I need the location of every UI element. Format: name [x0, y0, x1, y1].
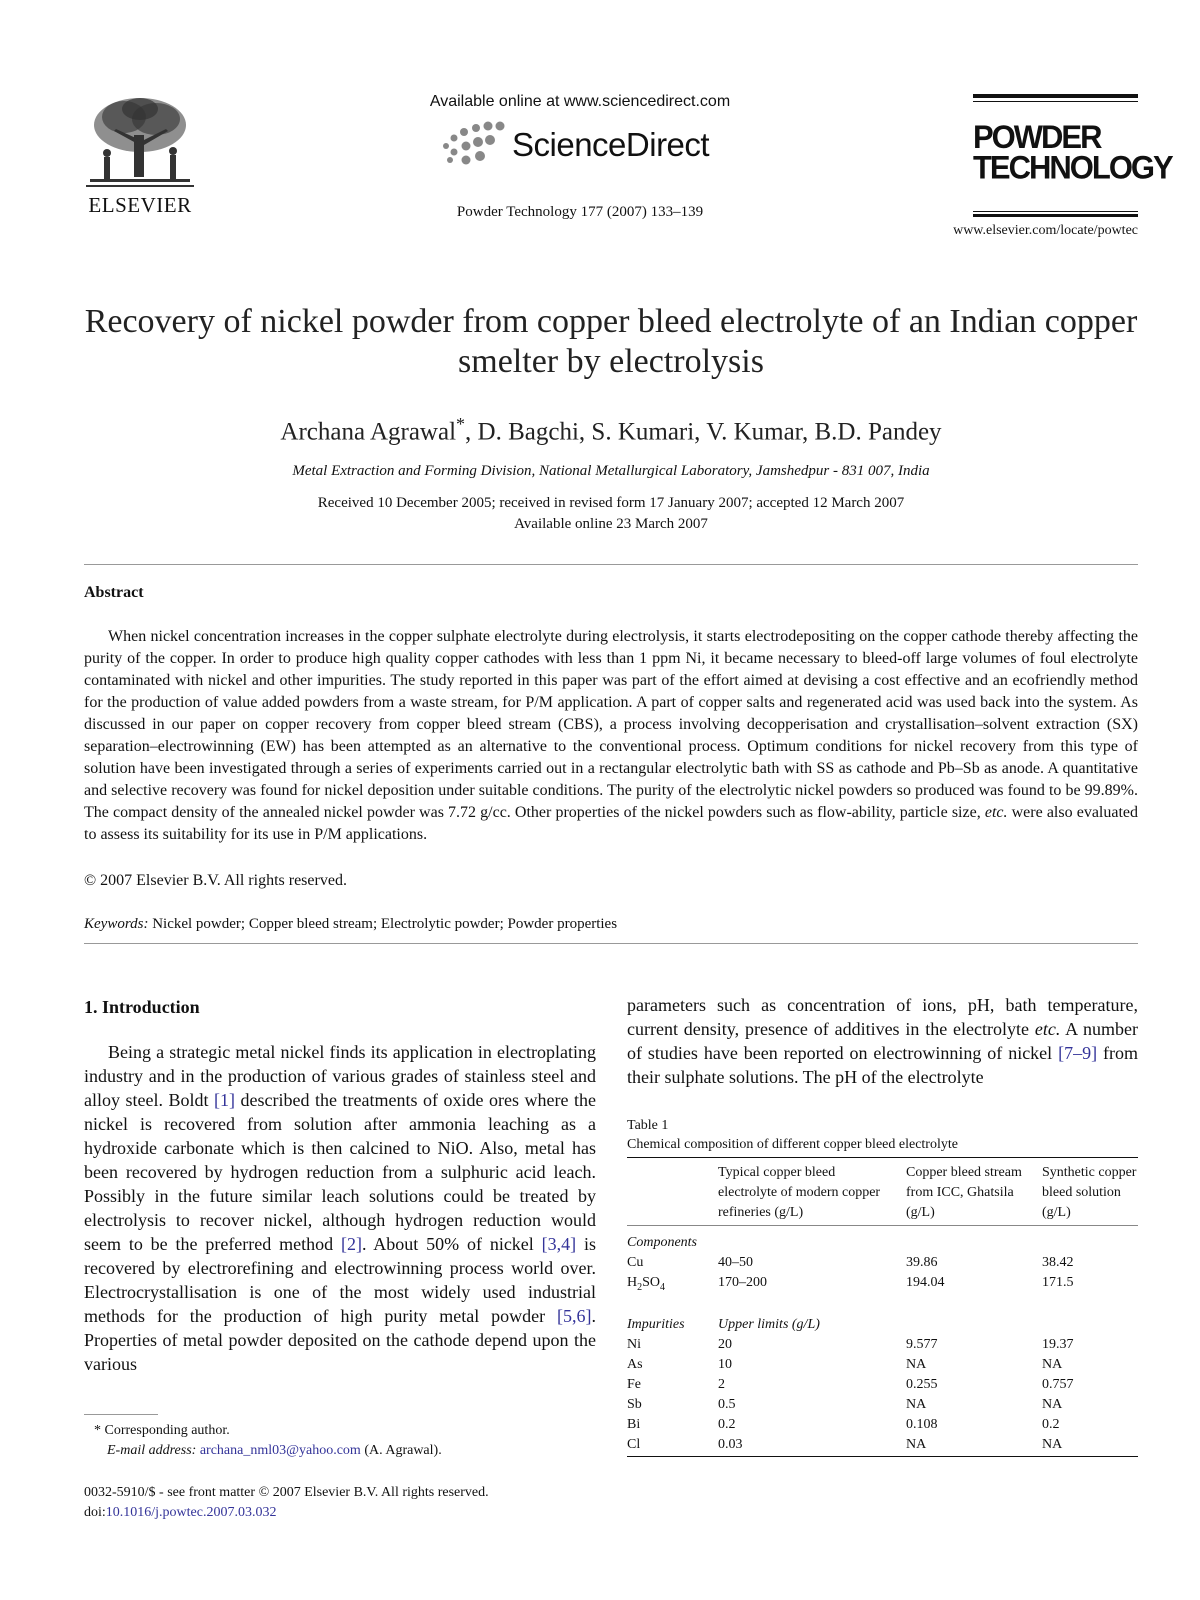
- abstract-etc: etc.: [984, 804, 1008, 821]
- table-cell: 0.757: [1042, 1377, 1074, 1392]
- table-cell: NA: [906, 1357, 927, 1372]
- table-cell: 170–200: [718, 1275, 767, 1290]
- table-cell-name: Sb: [627, 1397, 642, 1412]
- journal-name-line1: POWDER: [973, 118, 1101, 156]
- author-main: Archana Agrawal: [280, 418, 457, 446]
- title-line: Recovery of nickel powder from copper bleed electrolyte of an Indian copper: [84, 303, 1138, 340]
- journal-name-line2: TECHNOLOGY: [973, 148, 1172, 186]
- front-matter: [84, 1483, 489, 1523]
- abstract-body: [84, 626, 1138, 846]
- journal-rule: [973, 214, 1138, 217]
- journal-rule: [973, 94, 1138, 98]
- article-dates: [84, 493, 1138, 535]
- section-heading: 1. Introduction: [84, 997, 200, 1017]
- received-dates: Received 10 December 2005; received in revised form 17 January 2007; accepted 12 March 2007: [317, 495, 905, 511]
- table-cell: NA: [1042, 1397, 1063, 1412]
- table-cell: NA: [1042, 1437, 1063, 1452]
- footnote-star: *: [94, 1423, 101, 1438]
- body-text: is recovered by electrorefining and electrowinning process world over. Electrocrystallisation is one of the most widely used industrial methods for the production of high purity metal powder: [84, 1234, 596, 1326]
- abstract-heading: Abstract: [84, 584, 144, 601]
- body-text: described the treatments of oxide ores where the nickel is recovered from solution after ammonia leaching as a hydroxide carbonate which is then calcined to NiO. Also, metal has been recovered by hydrogen reduction from a sulphuric acid leach. Possibly in the future similar leach solutions could be treated by electrolysis to recover nickel, although hydrogen reduction would seem to be the preferred method: [84, 1090, 596, 1254]
- body-text: . About 50% of nickel: [361, 1234, 542, 1254]
- table-section-label: Impurities: [627, 1317, 685, 1332]
- journal-name-logo: [973, 118, 1172, 186]
- table-header: Copper bleed stream from ICC, Ghatsila (g/L): [906, 1165, 1022, 1220]
- section-divider: [84, 564, 1138, 565]
- table-rule: [627, 1456, 1138, 1457]
- affiliation: Metal Extraction and Forming Division, National Metallurgical Laboratory, Jamshedpur - 831 007, India: [292, 463, 930, 479]
- table-cell: 39.86: [906, 1255, 938, 1270]
- table-caption: Chemical composition of different copper bleed electrolyte: [627, 1137, 958, 1152]
- email-label: E-mail address:: [107, 1443, 197, 1458]
- table-cell-name: Fe: [627, 1377, 641, 1392]
- table-cell: 0.2: [1042, 1417, 1060, 1432]
- table-cell: 19.37: [1042, 1337, 1074, 1352]
- table-cell: 20: [718, 1337, 732, 1352]
- corresponding-star[interactable]: *: [456, 414, 466, 434]
- footnote-text: Corresponding author.: [101, 1423, 230, 1438]
- doi-label: doi:: [84, 1505, 106, 1520]
- body-text: from their sulphate solutions. The pH of the electrolyte: [627, 1043, 1138, 1087]
- body-text: . Properties of metal powder deposited on the cathode depend upon the various: [84, 1306, 596, 1374]
- table-cell: NA: [906, 1397, 927, 1412]
- table-cell: 40–50: [718, 1255, 753, 1270]
- intro-body: [84, 1040, 596, 1376]
- right-column-body: [627, 993, 1138, 1089]
- section-divider: [84, 943, 1138, 944]
- footnote-rule: [84, 1414, 158, 1415]
- author-rest: , D. Bagchi, S. Kumari, V. Kumar, B.D. Pandey: [465, 418, 942, 446]
- body-text: parameters such as concentration of ions, pH, bath temperature, current density, presence of additives in the electrolyte: [627, 995, 1138, 1039]
- keywords-label: Keywords:: [84, 916, 149, 932]
- journal-reference: Powder Technology 177 (2007) 133–139: [456, 204, 704, 220]
- table-cell-name: Cu: [627, 1255, 644, 1270]
- publisher-name: ELSEVIER: [88, 193, 192, 217]
- table-label: Table 1: [627, 1118, 669, 1133]
- copyright-notice: © 2007 Elsevier B.V. All rights reserved.: [84, 872, 347, 889]
- citation-link[interactable]: [2]: [340, 1234, 362, 1254]
- table-section-sublabel: Upper limits (g/L): [718, 1317, 820, 1332]
- journal-url[interactable]: www.elsevier.com/locate/powtec: [953, 223, 1138, 238]
- body-etc: etc.: [1034, 1019, 1061, 1039]
- table-header: Synthetic copper bleed solution (g/L): [1042, 1165, 1137, 1220]
- table-cell: 9.577: [906, 1337, 938, 1352]
- email-owner: (A. Agrawal).: [360, 1443, 442, 1458]
- citation-link[interactable]: [7–9]: [1058, 1043, 1098, 1063]
- abstract-text: When nickel concentration increases in the copper sulphate electrolyte during electrolysis, it starts electrodepositing on the copper cathode thereby affecting the purity of the copper. In order to produce high quality copper cathodes with less than 1 ppm Ni, it became necessary to bleed-off large volumes of foul electrolyte contaminated with nickel and other impurities. The study reported in this paper was part of the effort aimed at devising a cost effective and an ecofriendly method for the production of value added powders from a waste stream, for P/M application. A part of copper salts and regenerated acid was used back into the system. As discussed in our paper on copper recovery from copper bleed stream (CBS), a process involving decopperisation and crystallisation–solvent extraction (SX) separation–electrowinning (EW) has been attempted as an alternative to the conventional process. Optimum conditions for nickel recovery from this type of solution have been investigated through a series of experiments carried out in a rectangular electrolytic bath with SS as cathode and Pb–Sb as anode. A quantitative and selective recovery was found for nickel deposition under suitable conditions. The purity of the electrolytic nickel powders so produced was found to be 99.89%. The compact density of the annealed nickel powder was 7.72 g/cc. Other properties of the nickel powders such as flow-ability, particle size,: [84, 628, 1138, 821]
- elsevier-logo: [84, 95, 196, 220]
- journal-rule: [973, 101, 1138, 102]
- table-header: Typical copper bleed electrolyte of modern copper refineries (g/L): [718, 1165, 881, 1220]
- table-cell: 2: [718, 1377, 725, 1392]
- table-cell: 0.03: [718, 1437, 743, 1452]
- abstract-text-end: were also evaluated to assess its suitability for its use in P/M applications.: [84, 804, 1139, 843]
- table-cell: NA: [1042, 1357, 1063, 1372]
- table-cell-name: $H_2SO_4$: [627, 1275, 666, 1293]
- keywords: [84, 916, 617, 933]
- table-cell-name: Ni: [627, 1337, 641, 1352]
- email-link[interactable]: archana_nml03@yahoo.com: [199, 1443, 361, 1458]
- footnote: [84, 1421, 442, 1461]
- doi-link[interactable]: 10.1016/j.powtec.2007.03.032: [105, 1505, 277, 1520]
- article-title: [84, 302, 1138, 382]
- issn-line: 0032-5910/$ - see front matter © 2007 Elsevier B.V. All rights reserved.: [84, 1485, 489, 1500]
- journal-rule: [973, 211, 1138, 212]
- authors: [84, 414, 1138, 446]
- table-cell: 10: [718, 1357, 732, 1372]
- citation-link[interactable]: [3,4]: [541, 1234, 577, 1254]
- available-date: Available online 23 March 2007: [514, 516, 708, 532]
- table-rule: [627, 1157, 1138, 1158]
- table-cell: 171.5: [1042, 1275, 1074, 1290]
- body-text: A number of studies have been reported on electrowinning of nickel: [627, 1019, 1138, 1063]
- table-cell: 0.108: [906, 1417, 938, 1432]
- body-text: Being a strategic metal nickel finds its application in electroplating industry and in the production of various grades of stainless steel and alloy steel. Boldt: [84, 1042, 596, 1110]
- table-section-label: Components: [627, 1235, 697, 1250]
- keywords-list: Nickel powder; Copper bleed stream; Electrolytic powder; Powder properties: [148, 916, 618, 932]
- table-cell: NA: [906, 1437, 927, 1452]
- table-cell: 0.255: [906, 1377, 938, 1392]
- sciencedirect-logo-text: ScienceDirect: [512, 126, 710, 163]
- table-rule: [627, 1225, 1138, 1226]
- title-line: smelter by electrolysis: [458, 343, 764, 380]
- table-cell: 0.5: [718, 1397, 736, 1412]
- elsevier-tree-icon: [84, 95, 196, 190]
- available-online-text[interactable]: Available online at www.sciencedirect.com: [429, 93, 731, 110]
- citation-link[interactable]: [5,6]: [557, 1306, 592, 1326]
- citation-link[interactable]: [1]: [214, 1090, 236, 1110]
- table-cell: 0.2: [718, 1417, 736, 1432]
- table-cell-name: As: [627, 1357, 643, 1372]
- table-cell-name: Bi: [627, 1417, 641, 1432]
- table-cell: 38.42: [1042, 1255, 1074, 1270]
- table-cell-name: Cl: [627, 1437, 641, 1452]
- table-cell: 194.04: [906, 1275, 945, 1290]
- sciencedirect-dots-icon: [440, 120, 510, 170]
